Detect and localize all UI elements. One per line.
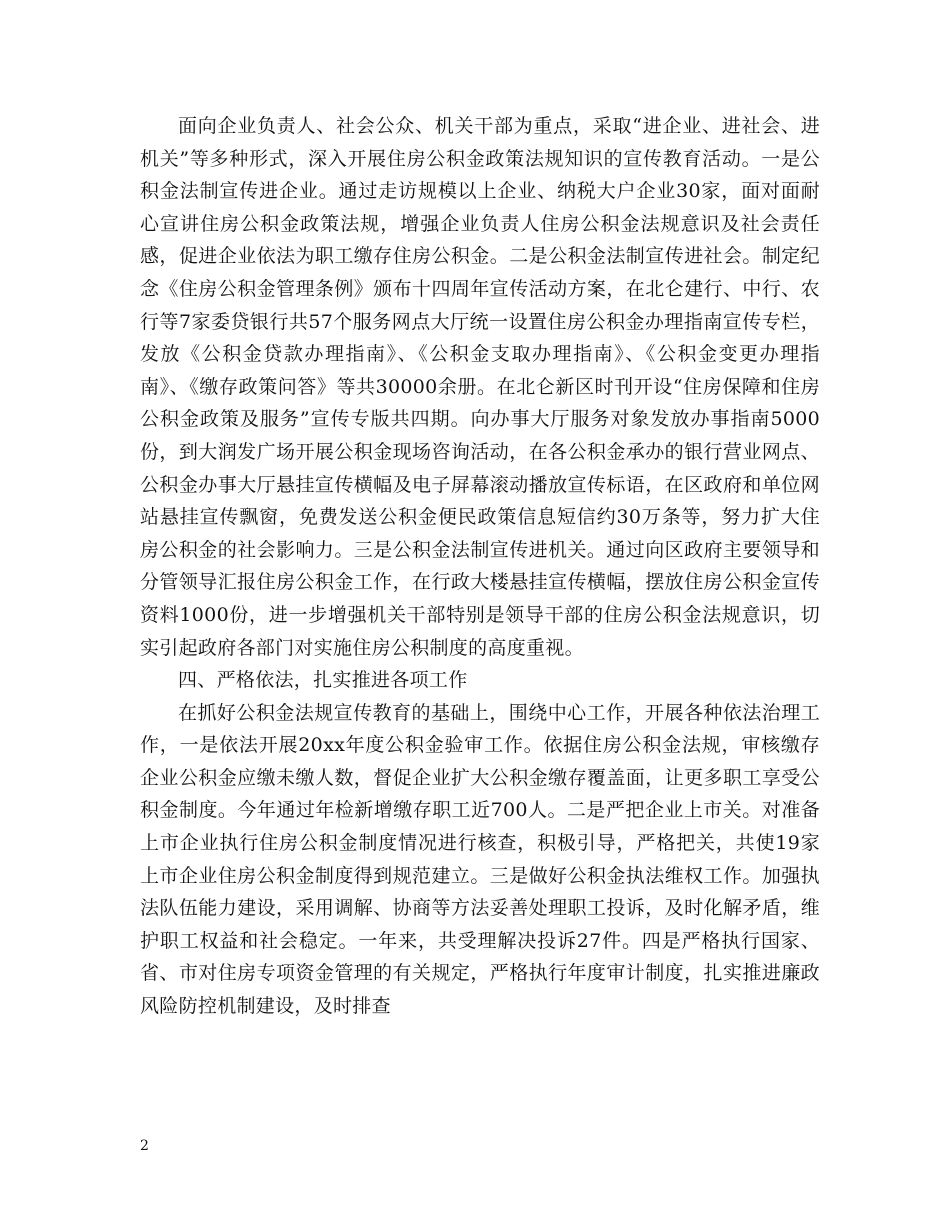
paragraph-1: 面向企业负责人、社会公众、机关干部为重点，采取“进企业、进社会、进机关”等多种形式，深入开展住房公积金政策法规知识的宣传教育活动。一是公积金法制宣传进企业。通过走访规模以上企业、纳税大户企业30家，面对面耐心宣讲住房公积金政策法规，增强企业负责人住房公积金法规意识及社会责任感，促进企业依法为职工缴存住房公积金。二是公积金法制宣传进社会。制定纪念《住房公积金管理条例》颁布十四周年宣传活动方案，在北仑建行、中行、农行等7家委贷银行共57个服务网点大厅统一设置住房公积金办理指南宣传专栏，发放《公积金贷款办理指南》、《公积金支取办理指南》、《公积金变更办理指南》、《缴存政策问答》等共30000余册。在北仑新区时刊开设“住房保障和住房公积金政策及服务”宣传专版共四期。向办事大厅服务对象发放办事指南5000份，到大润发广场开展公积金现场咨询活动，在各公积金承办的银行营业网点、公积金办事大厅悬挂宣传横幅及电子屏幕滚动播放宣传标语，在区政府和单位网站悬挂宣传飘窗，免费发送公积金便民政策信息短信约30万条等，努力扩大住房公积金的社会影响力。三是公积金法制宣传进机关。通过向区政府主要领导和分管领导汇报住房公积金工作，在行政大楼悬挂宣传横幅，摆放住房公积金宣传资料1000份，进一步增强机关干部特别是领导干部的住房公积金法规意识，切实引起政府各部门对实施住房公积制度的高度重视。 bbox=[140, 115, 820, 659]
section-heading: 四、严格依法，扎实推进各项工作 bbox=[178, 669, 468, 692]
paragraph-2: 在抓好公积金法规宣传教育的基础上，围绕中心工作，开展各种依法治理工作，一是依法开展20xx年度公积金验审工作。依据住房公积金法规，审核缴存企业公积金应缴未缴人数，督促企业扩大公积金缴存覆盖面，让更多职工享受公积金制度。今年通过年检新增缴存职工近700人。二是严把企业上市关。对准备上市企业执行住房公积金制度情况进行核查，积极引导，严格把关，共使19家上市企业住房公积金制度得到规范建立。三是做好公积金执法维权工作。加强执法队伍能力建设，采用调解、协商等方法妥善处理职工投诉，及时化解矛盾，维护职工权益和社会稳定。一年来，共受理解决投诉27件。四是严格执行国家、省、市对住房专项资金管理的有关规定，严格执行年度审计制度，扎实推进廉政风险防控机制建设，及时排查 bbox=[140, 701, 820, 1018]
document-body bbox=[140, 110, 820, 1023]
page-number: 2 bbox=[140, 1138, 149, 1154]
